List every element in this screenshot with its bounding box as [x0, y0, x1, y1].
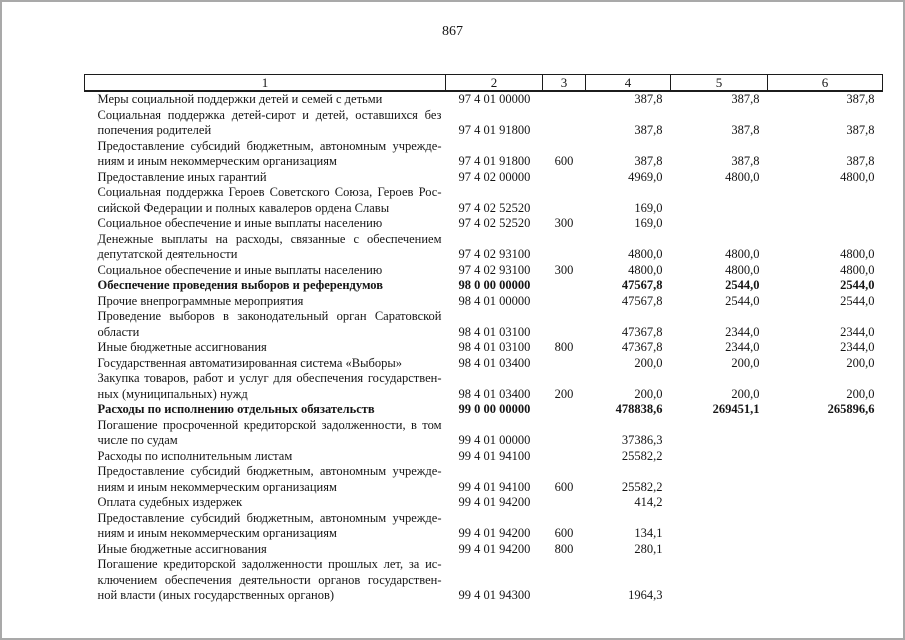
row-title-cell — [85, 511, 446, 542]
row-title-cell — [85, 464, 446, 495]
row-title-cell — [85, 108, 446, 139]
expense-type-cell: 200 — [554, 386, 574, 401]
amount-cell-3 — [768, 542, 883, 558]
row-title-line: Иные бюджетные ассигнования — [97, 541, 267, 556]
table-row — [85, 170, 883, 186]
budget-code-cell: 97 4 02 93100 — [458, 262, 531, 277]
row-title-cell — [85, 356, 446, 372]
row-title-line: Государственная автоматизированная система «Выборы» — [97, 355, 403, 370]
row-title-line: Прочие внепрограммные мероприятия — [97, 293, 304, 308]
budget-code-cell: 97 4 02 00000 — [458, 169, 531, 184]
budget-code-cell: 97 4 01 00000 — [458, 92, 531, 106]
amount-cell-2: 387,8 — [731, 154, 760, 168]
amount-cell-3: 2344,0 — [840, 340, 875, 354]
row-title-cell — [85, 263, 446, 279]
table-row — [85, 309, 883, 340]
column-header-1: 1 — [85, 75, 446, 92]
table-row — [85, 495, 883, 511]
amount-cell-2: 200,0 — [731, 386, 760, 401]
amount-cell-3 — [768, 449, 883, 465]
expense-type-cell — [543, 418, 586, 449]
amount-cell-1: 47367,8 — [621, 324, 663, 339]
expense-type-cell — [543, 108, 586, 139]
row-title-cell — [85, 557, 446, 604]
amount-cell-1: 200,0 — [634, 355, 663, 370]
budget-code-cell: 97 4 02 52520 — [458, 216, 531, 230]
expense-type-cell: 800 — [554, 541, 574, 556]
budget-code-cell: 99 4 01 94100 — [458, 479, 531, 494]
page-number: 867 — [442, 24, 463, 39]
amount-cell-3: 2544,0 — [840, 293, 875, 308]
row-title-line: депутатской деятельности — [97, 247, 238, 261]
table-row — [85, 278, 883, 294]
row-title-line: Закупка товаров, работ и услуг для обеспечения государствен- — [97, 371, 442, 385]
expense-type-cell — [543, 449, 586, 465]
row-title-line: Иные бюджетные ассигнования — [97, 340, 267, 354]
amount-cell-2: 2344,0 — [725, 340, 760, 354]
amount-cell-1: 414,2 — [634, 495, 663, 509]
table-row — [85, 216, 883, 232]
table-row — [85, 557, 883, 604]
amount-cell-1: 25582,2 — [621, 448, 663, 463]
row-title-cell — [85, 495, 446, 511]
expense-type-cell — [543, 278, 586, 294]
row-title-cell — [85, 278, 446, 294]
expense-type-cell — [543, 309, 586, 340]
row-title-cell — [85, 139, 446, 170]
amount-cell-2 — [671, 542, 768, 558]
expense-type-cell: 800 — [554, 340, 574, 354]
amount-cell-1: 387,8 — [634, 123, 663, 137]
table-row — [85, 139, 883, 170]
row-title-line: Социальное обеспечение и иные выплаты населению — [97, 216, 383, 230]
row-title-line: Социальная поддержка детей-сирот и детей, оставшихся без — [97, 107, 442, 122]
row-title-line: ниям и иным некоммерческим организациям — [97, 154, 337, 168]
row-title-line: Меры социальной поддержки детей и семей с детьми — [97, 92, 383, 106]
amount-cell-1: 47567,8 — [621, 293, 663, 308]
budget-code-cell: 99 4 01 94300 — [458, 588, 531, 602]
row-title-line: Предоставление субсидий бюджетным, автономным учрежде- — [97, 138, 442, 153]
budget-table — [84, 74, 883, 604]
expense-type-cell: 600 — [554, 479, 574, 494]
amount-cell-3: 387,8 — [846, 92, 875, 106]
row-title-line: Расходы по исполнительным листам — [97, 448, 293, 463]
row-title-line: сийской Федерации и полных кавалеров ордена Славы — [97, 200, 390, 215]
amount-cell-2 — [671, 185, 768, 216]
row-title-cell — [85, 185, 446, 216]
row-title-line: Оплата судебных издержек — [97, 495, 243, 509]
amount-cell-3 — [768, 495, 883, 511]
row-title-line: числе по судам — [97, 433, 178, 447]
row-title-cell — [85, 294, 446, 310]
row-title-line: ключением обеспечения деятельности органов государствен- — [97, 572, 442, 587]
row-title-cell — [85, 216, 446, 232]
amount-cell-2 — [671, 418, 768, 449]
row-title-cell — [85, 402, 446, 418]
amount-cell-2 — [671, 511, 768, 542]
expense-type-cell: 600 — [554, 154, 574, 168]
expense-type-cell — [543, 170, 586, 186]
amount-cell-2: 2544,0 — [725, 293, 760, 308]
row-title-line: ниям и иным некоммерческим организациям — [97, 526, 337, 540]
table-row — [85, 371, 883, 402]
row-title-cell — [85, 542, 446, 558]
amount-cell-3 — [768, 185, 883, 216]
budget-code-cell: 97 4 01 91800 — [458, 123, 531, 137]
amount-cell-1: 387,8 — [634, 92, 663, 106]
amount-cell-2: 387,8 — [731, 92, 760, 106]
row-title-line: Погашение просроченной кредиторской задолженности, в том — [97, 417, 442, 432]
table-row — [85, 185, 883, 216]
table-header — [85, 75, 883, 92]
amount-cell-2 — [671, 216, 768, 232]
row-title-line: Предоставление субсидий бюджетным, автономным учрежде- — [97, 510, 442, 525]
table-row — [85, 418, 883, 449]
table-row — [85, 91, 883, 108]
expense-type-cell — [543, 557, 586, 604]
budget-code-cell: 98 4 01 03100 — [458, 324, 531, 339]
column-header-6: 6 — [768, 75, 883, 92]
amount-cell-1: 4800,0 — [628, 247, 663, 261]
budget-code-cell: 97 4 01 91800 — [458, 154, 531, 168]
budget-code-cell: 99 4 01 94200 — [458, 495, 531, 509]
row-title-line: ниям и иным некоммерческим организациям — [97, 479, 337, 494]
row-title-line: ной власти (иных государственных органов) — [97, 588, 335, 602]
table-row — [85, 542, 883, 558]
row-title-line: попечения родителей — [97, 123, 212, 137]
amount-cell-1: 169,0 — [634, 216, 663, 230]
budget-code-cell: 98 4 01 03400 — [458, 355, 531, 370]
amount-cell-3 — [768, 464, 883, 495]
amount-cell-3: 200,0 — [846, 355, 875, 370]
budget-code-cell: 99 4 01 94200 — [458, 541, 531, 556]
row-title-cell — [85, 170, 446, 186]
table-row — [85, 294, 883, 310]
amount-cell-3: 2544,0 — [840, 278, 875, 292]
amount-cell-1: 200,0 — [634, 386, 663, 401]
column-header-4: 4 — [586, 75, 671, 92]
expense-type-cell — [543, 356, 586, 372]
amount-cell-1: 387,8 — [634, 154, 663, 168]
budget-code-cell: 97 4 02 93100 — [458, 247, 531, 261]
row-title-line: Предоставление иных гарантий — [97, 169, 267, 184]
amount-cell-3: 200,0 — [846, 386, 875, 401]
row-title-line: Погашение кредиторской задолженности прошлых лет, за ис- — [97, 557, 442, 571]
row-title-line: Социальное обеспечение и иные выплаты населению — [97, 262, 383, 277]
table-row — [85, 449, 883, 465]
row-title-line: Социальная поддержка Героев Советского Союза, Героев Рос- — [97, 185, 442, 199]
budget-code-cell: 97 4 02 52520 — [458, 200, 531, 215]
amount-cell-2 — [671, 495, 768, 511]
expense-type-cell: 300 — [554, 216, 574, 230]
table-body — [85, 91, 883, 604]
row-title-line: области — [97, 324, 140, 339]
expense-type-cell: 600 — [554, 526, 574, 540]
amount-cell-2: 269451,1 — [712, 402, 760, 416]
amount-cell-1: 47567,8 — [621, 278, 663, 292]
row-title-line: Денежные выплаты на расходы, связанные с обеспечением — [97, 231, 442, 246]
header-row — [85, 75, 883, 92]
table-row — [85, 511, 883, 542]
amount-cell-2 — [671, 449, 768, 465]
amount-cell-3: 387,8 — [846, 123, 875, 137]
budget-code-cell: 99 4 01 94100 — [458, 448, 531, 463]
amount-cell-2: 4800,0 — [725, 247, 760, 261]
row-title-line: Предоставление субсидий бюджетным, автономным учрежде- — [97, 464, 442, 478]
column-header-2: 2 — [446, 75, 543, 92]
amount-cell-3 — [768, 216, 883, 232]
row-title-line: Расходы по исполнению отдельных обязательств — [97, 402, 375, 416]
row-title-cell — [85, 418, 446, 449]
amount-cell-3: 2344,0 — [840, 324, 875, 339]
amount-cell-1: 4800,0 — [628, 262, 663, 277]
expense-type-cell — [543, 294, 586, 310]
row-title-line: Проведение выборов в законодательный орган Саратовской — [97, 309, 442, 323]
expense-type-cell: 300 — [554, 262, 574, 277]
amount-cell-2: 4800,0 — [725, 262, 760, 277]
column-header-5: 5 — [671, 75, 768, 92]
amount-cell-2 — [671, 464, 768, 495]
amount-cell-1: 37386,3 — [621, 433, 663, 447]
amount-cell-1: 134,1 — [634, 526, 663, 540]
expense-type-cell — [543, 495, 586, 511]
table-row — [85, 340, 883, 356]
amount-cell-3: 4800,0 — [840, 262, 875, 277]
budget-code-cell: 99 4 01 94200 — [458, 526, 531, 540]
amount-cell-2: 200,0 — [731, 355, 760, 370]
amount-cell-1: 47367,8 — [621, 340, 663, 354]
table-row — [85, 464, 883, 495]
amount-cell-3 — [768, 511, 883, 542]
budget-code-cell: 98 0 00 00000 — [458, 278, 531, 292]
budget-code-cell: 98 4 01 03400 — [458, 386, 531, 401]
amount-cell-1: 280,1 — [634, 541, 663, 556]
table-row — [85, 263, 883, 279]
expense-type-cell — [543, 185, 586, 216]
budget-code-cell: 99 0 00 00000 — [458, 402, 531, 416]
budget-code-cell: 98 4 01 00000 — [458, 293, 531, 308]
amount-cell-2: 2344,0 — [725, 324, 760, 339]
amount-cell-3 — [768, 418, 883, 449]
amount-cell-1: 478838,6 — [615, 402, 663, 416]
amount-cell-1: 169,0 — [634, 200, 663, 215]
amount-cell-1: 1964,3 — [628, 588, 663, 602]
row-title-cell — [85, 91, 446, 108]
row-title-cell — [85, 340, 446, 356]
amount-cell-3: 4800,0 — [840, 247, 875, 261]
amount-cell-3: 387,8 — [846, 154, 875, 168]
row-title-cell — [85, 449, 446, 465]
expense-type-cell — [543, 91, 586, 108]
budget-code-cell: 99 4 01 00000 — [458, 433, 531, 447]
row-title-line: Обеспечение проведения выборов и референдумов — [97, 278, 383, 292]
amount-cell-3: 4800,0 — [840, 169, 875, 184]
column-header-3: 3 — [543, 75, 586, 92]
amount-cell-3: 265896,6 — [827, 402, 875, 416]
row-title-line: ных (муниципальных) нужд — [97, 386, 248, 401]
expense-type-cell — [543, 232, 586, 263]
row-title-cell — [85, 309, 446, 340]
budget-code-cell: 98 4 01 03100 — [458, 340, 531, 354]
amount-cell-2: 2544,0 — [725, 278, 760, 292]
amount-cell-1: 4969,0 — [628, 169, 663, 184]
table-row — [85, 356, 883, 372]
amount-cell-3 — [768, 557, 883, 604]
row-title-cell — [85, 371, 446, 402]
table-row — [85, 108, 883, 139]
amount-cell-2 — [671, 557, 768, 604]
row-title-cell — [85, 232, 446, 263]
table-row — [85, 232, 883, 263]
expense-type-cell — [543, 402, 586, 418]
amount-cell-2: 4800,0 — [725, 169, 760, 184]
amount-cell-2: 387,8 — [731, 123, 760, 137]
amount-cell-1: 25582,2 — [621, 479, 663, 494]
table-row — [85, 402, 883, 418]
